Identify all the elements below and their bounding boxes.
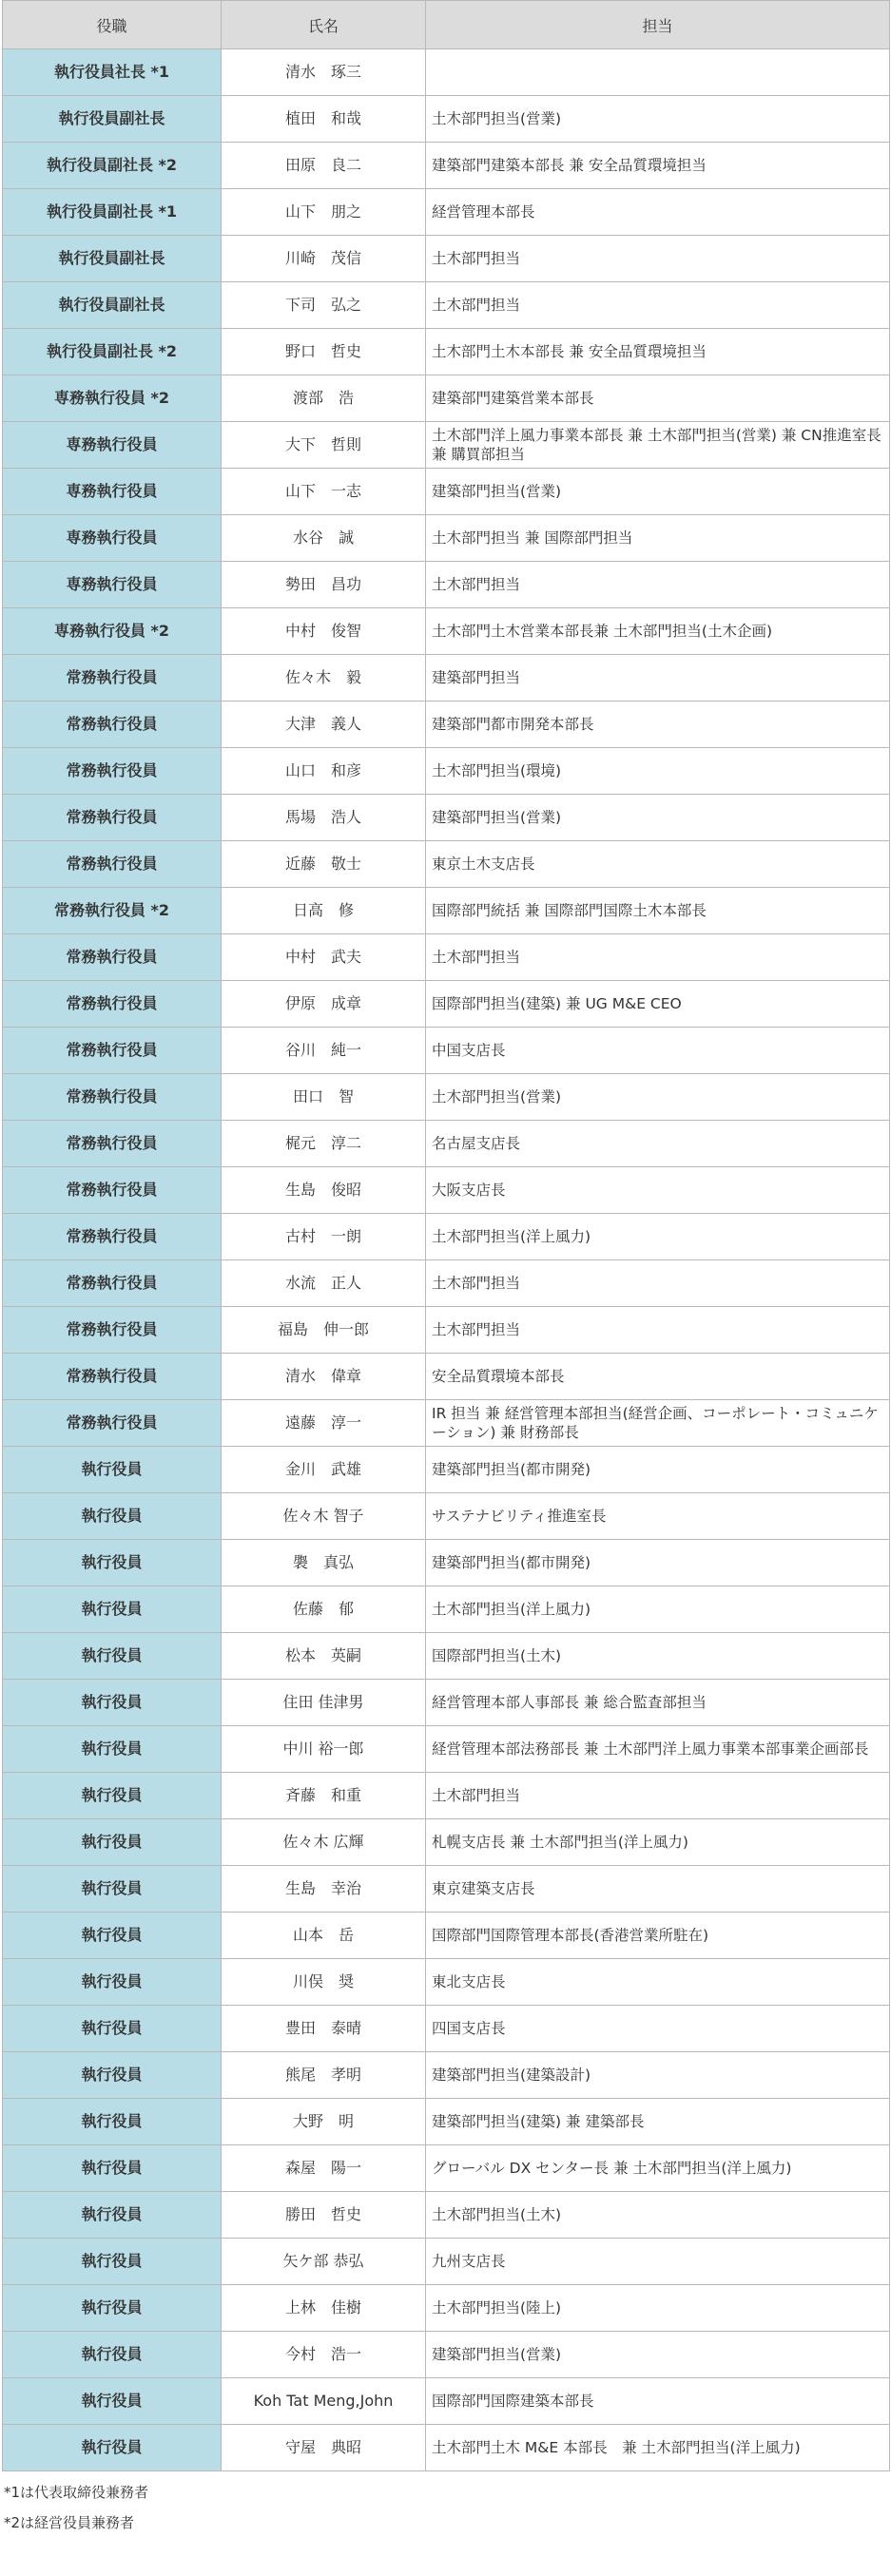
name-cell: 褜 真弘 bbox=[222, 1540, 426, 1586]
table-row bbox=[3, 143, 890, 189]
table-row bbox=[3, 2006, 890, 2052]
duty-cell: 土木部門担当(環境) bbox=[426, 748, 890, 795]
position-cell: 常務執行役員 bbox=[3, 981, 222, 1028]
name-cell: 住田 佳津男 bbox=[222, 1680, 426, 1726]
position-cell: 執行役員 bbox=[3, 2145, 222, 2192]
duty-cell: 建築部門建築本部長 兼 安全品質環境担当 bbox=[426, 143, 890, 189]
position-cell: 執行役員 bbox=[3, 2239, 222, 2285]
duty-cell: 土木部門担当(洋上風力) bbox=[426, 1586, 890, 1633]
table-row bbox=[3, 1493, 890, 1540]
position-cell: 執行役員 bbox=[3, 1586, 222, 1633]
position-cell: 専務執行役員 bbox=[3, 422, 222, 469]
table-row bbox=[3, 562, 890, 608]
position-cell: 執行役員副社長 bbox=[3, 236, 222, 282]
footnote-2: *2は経営役員兼務者 bbox=[4, 2514, 135, 2531]
table-row bbox=[3, 702, 890, 748]
duty-cell: 土木部門担当(土木) bbox=[426, 2192, 890, 2239]
duty-cell bbox=[426, 49, 890, 96]
name-cell: 野口 哲史 bbox=[222, 329, 426, 375]
table-row bbox=[3, 981, 890, 1028]
table-row bbox=[3, 1773, 890, 1819]
name-cell: 生島 幸治 bbox=[222, 1866, 426, 1913]
position-cell: 執行役員 bbox=[3, 1913, 222, 1959]
position-cell: 執行役員 bbox=[3, 2332, 222, 2378]
name-cell: 中川 裕一郎 bbox=[222, 1726, 426, 1773]
duty-cell: 土木部門担当 bbox=[426, 236, 890, 282]
name-cell: 田口 智 bbox=[222, 1074, 426, 1121]
duty-cell: 東京建築支店長 bbox=[426, 1866, 890, 1913]
name-cell: 佐々木 広輝 bbox=[222, 1819, 426, 1866]
table-row bbox=[3, 2332, 890, 2378]
table-row bbox=[3, 329, 890, 375]
position-cell: 常務執行役員 bbox=[3, 1074, 222, 1121]
duty-cell: 土木部門担当 bbox=[426, 1260, 890, 1307]
name-cell: 大下 哲則 bbox=[222, 422, 426, 469]
table-row bbox=[3, 2425, 890, 2471]
duty-cell: 四国支店長 bbox=[426, 2006, 890, 2052]
duty-cell: 土木部門土木本部長 兼 安全品質環境担当 bbox=[426, 329, 890, 375]
table-row bbox=[3, 515, 890, 562]
position-cell: 執行役員 bbox=[3, 2052, 222, 2099]
duty-cell: 経営管理本部長 bbox=[426, 189, 890, 236]
table-row bbox=[3, 1028, 890, 1074]
name-cell: 植田 和哉 bbox=[222, 96, 426, 143]
name-cell: 山口 和彦 bbox=[222, 748, 426, 795]
table-row bbox=[3, 49, 890, 96]
position-cell: 執行役員 bbox=[3, 1540, 222, 1586]
position-cell: 常務執行役員 bbox=[3, 1167, 222, 1214]
name-cell: 佐々木 智子 bbox=[222, 1493, 426, 1540]
name-cell: 大津 義人 bbox=[222, 702, 426, 748]
position-cell: 執行役員 bbox=[3, 1819, 222, 1866]
duty-cell: 建築部門担当(建築) 兼 建築部長 bbox=[426, 2099, 890, 2145]
name-cell: 梶元 淳二 bbox=[222, 1121, 426, 1167]
table-row bbox=[3, 1959, 890, 2006]
name-cell: 清水 偉章 bbox=[222, 1354, 426, 1400]
name-cell: 渡部 浩 bbox=[222, 375, 426, 422]
duty-cell: 建築部門担当(営業) bbox=[426, 2332, 890, 2378]
position-cell: 執行役員 bbox=[3, 2425, 222, 2471]
name-cell: 山本 岳 bbox=[222, 1913, 426, 1959]
position-cell: 常務執行役員 bbox=[3, 655, 222, 702]
position-cell: 常務執行役員 bbox=[3, 702, 222, 748]
position-cell: 執行役員 bbox=[3, 1866, 222, 1913]
duty-cell: 土木部門担当 bbox=[426, 562, 890, 608]
name-cell: 生島 俊昭 bbox=[222, 1167, 426, 1214]
table-row bbox=[3, 2378, 890, 2425]
duty-cell: 土木部門担当(陸上) bbox=[426, 2285, 890, 2332]
table-row bbox=[3, 1447, 890, 1493]
table-row bbox=[3, 375, 890, 422]
name-cell: 斉藤 和重 bbox=[222, 1773, 426, 1819]
position-cell: 専務執行役員 bbox=[3, 469, 222, 515]
name-cell: 谷川 純一 bbox=[222, 1028, 426, 1074]
table-row bbox=[3, 1214, 890, 1260]
position-cell: 専務執行役員 bbox=[3, 515, 222, 562]
position-cell: 常務執行役員 bbox=[3, 748, 222, 795]
position-cell: 執行役員副社長 bbox=[3, 282, 222, 329]
table-row bbox=[3, 748, 890, 795]
table-row bbox=[3, 1866, 890, 1913]
position-cell: 執行役員 bbox=[3, 2378, 222, 2425]
table-row bbox=[3, 96, 890, 143]
name-cell: 馬場 浩人 bbox=[222, 795, 426, 841]
duty-cell: 国際部門担当(建築) 兼 UG M&E CEO bbox=[426, 981, 890, 1028]
duty-cell: 国際部門統括 兼 国際部門国際土木本部長 bbox=[426, 888, 890, 934]
name-cell: 下司 弘之 bbox=[222, 282, 426, 329]
duty-cell: 国際部門担当(土木) bbox=[426, 1633, 890, 1680]
duty-cell: 東北支店長 bbox=[426, 1959, 890, 2006]
table-row bbox=[3, 1260, 890, 1307]
name-cell: 川俣 奨 bbox=[222, 1959, 426, 2006]
duty-cell: 土木部門土木営業本部長兼 土木部門担当(土木企画) bbox=[426, 608, 890, 655]
table-row bbox=[3, 1121, 890, 1167]
table-row bbox=[3, 1633, 890, 1680]
duty-cell: 土木部門土木 M&E 本部長 兼 土木部門担当(洋上風力) bbox=[426, 2425, 890, 2471]
position-cell: 執行役員 bbox=[3, 2006, 222, 2052]
officers-table-body bbox=[3, 49, 890, 2471]
name-cell: 大野 明 bbox=[222, 2099, 426, 2145]
footnotes bbox=[4, 2477, 887, 2538]
table-row bbox=[3, 2192, 890, 2239]
position-cell: 専務執行役員 *2 bbox=[3, 375, 222, 422]
name-cell: 矢ケ部 恭弘 bbox=[222, 2239, 426, 2285]
name-cell: 佐藤 郁 bbox=[222, 1586, 426, 1633]
duty-cell: 建築部門建築営業本部長 bbox=[426, 375, 890, 422]
table-row bbox=[3, 2145, 890, 2192]
name-cell: 上林 佳樹 bbox=[222, 2285, 426, 2332]
name-cell: 山下 朋之 bbox=[222, 189, 426, 236]
name-cell: 清水 琢三 bbox=[222, 49, 426, 96]
position-cell: 執行役員副社長 *2 bbox=[3, 143, 222, 189]
officers-table bbox=[2, 0, 890, 2471]
name-cell: 守屋 典昭 bbox=[222, 2425, 426, 2471]
table-row bbox=[3, 655, 890, 702]
footnote-1: *1は代表取締役兼務者 bbox=[4, 2484, 149, 2501]
duty-cell: 建築部門担当(営業) bbox=[426, 469, 890, 515]
name-cell: 中村 武夫 bbox=[222, 934, 426, 981]
duty-cell: 大阪支店長 bbox=[426, 1167, 890, 1214]
table-row bbox=[3, 608, 890, 655]
duty-cell: 土木部門担当(営業) bbox=[426, 1074, 890, 1121]
name-cell: 勝田 哲史 bbox=[222, 2192, 426, 2239]
table-row bbox=[3, 1540, 890, 1586]
duty-cell: グローバル DX センター長 兼 土木部門担当(洋上風力) bbox=[426, 2145, 890, 2192]
duty-cell: 国際部門国際建築本部長 bbox=[426, 2378, 890, 2425]
position-cell: 執行役員 bbox=[3, 2285, 222, 2332]
name-cell: Koh Tat Meng,John bbox=[222, 2378, 426, 2425]
duty-cell: 土木部門担当(営業) bbox=[426, 96, 890, 143]
table-row bbox=[3, 1586, 890, 1633]
position-cell: 専務執行役員 bbox=[3, 562, 222, 608]
table-row bbox=[3, 841, 890, 888]
duty-cell: 土木部門洋上風力事業本部長 兼 土木部門担当(営業) 兼 CN推進室長 兼 購買部担当 bbox=[426, 422, 890, 469]
table-row bbox=[3, 189, 890, 236]
duty-cell: 建築部門担当(営業) bbox=[426, 795, 890, 841]
table-row bbox=[3, 2052, 890, 2099]
duty-cell: 建築部門担当(建築設計) bbox=[426, 2052, 890, 2099]
duty-cell: 土木部門担当(洋上風力) bbox=[426, 1214, 890, 1260]
name-cell: 金川 武雄 bbox=[222, 1447, 426, 1493]
table-row bbox=[3, 1726, 890, 1773]
header-duty: 担当 bbox=[426, 1, 890, 49]
duty-cell: 経営管理本部法務部長 兼 土木部門洋上風力事業本部事業企画部長 bbox=[426, 1726, 890, 1773]
duty-cell: 東京土木支店長 bbox=[426, 841, 890, 888]
duty-cell: 安全品質環境本部長 bbox=[426, 1354, 890, 1400]
position-cell: 常務執行役員 bbox=[3, 934, 222, 981]
duty-cell: 土木部門担当 bbox=[426, 282, 890, 329]
position-cell: 執行役員 bbox=[3, 1493, 222, 1540]
name-cell: 近藤 敬士 bbox=[222, 841, 426, 888]
duty-cell: 名古屋支店長 bbox=[426, 1121, 890, 1167]
duty-cell: 土木部門担当 bbox=[426, 934, 890, 981]
position-cell: 執行役員 bbox=[3, 2192, 222, 2239]
position-cell: 執行役員 bbox=[3, 1773, 222, 1819]
name-cell: 中村 俊智 bbox=[222, 608, 426, 655]
position-cell: 常務執行役員 *2 bbox=[3, 888, 222, 934]
position-cell: 執行役員副社長 bbox=[3, 96, 222, 143]
position-cell: 常務執行役員 bbox=[3, 1028, 222, 1074]
header-name: 氏名 bbox=[222, 1, 426, 49]
name-cell: 川崎 茂信 bbox=[222, 236, 426, 282]
table-row bbox=[3, 422, 890, 469]
duty-cell: サステナビリティ推進室長 bbox=[426, 1493, 890, 1540]
table-row bbox=[3, 236, 890, 282]
position-cell: 常務執行役員 bbox=[3, 1260, 222, 1307]
table-row bbox=[3, 282, 890, 329]
table-row bbox=[3, 2239, 890, 2285]
position-cell: 執行役員 bbox=[3, 2099, 222, 2145]
duty-cell: 九州支店長 bbox=[426, 2239, 890, 2285]
table-row bbox=[3, 1680, 890, 1726]
table-row bbox=[3, 1913, 890, 1959]
table-row bbox=[3, 2285, 890, 2332]
name-cell: 松本 英嗣 bbox=[222, 1633, 426, 1680]
name-cell: 伊原 成章 bbox=[222, 981, 426, 1028]
table-row bbox=[3, 1307, 890, 1354]
table-row bbox=[3, 1819, 890, 1866]
table-row bbox=[3, 469, 890, 515]
position-cell: 常務執行役員 bbox=[3, 1354, 222, 1400]
position-cell: 常務執行役員 bbox=[3, 795, 222, 841]
position-cell: 執行役員 bbox=[3, 1680, 222, 1726]
duty-cell: 土木部門担当 bbox=[426, 1773, 890, 1819]
name-cell: 熊尾 孝明 bbox=[222, 2052, 426, 2099]
duty-cell: 建築部門都市開発本部長 bbox=[426, 702, 890, 748]
name-cell: 勢田 昌功 bbox=[222, 562, 426, 608]
duty-cell: 建築部門担当(都市開発) bbox=[426, 1540, 890, 1586]
table-header-row bbox=[3, 1, 890, 49]
name-cell: 豊田 泰晴 bbox=[222, 2006, 426, 2052]
duty-cell: 土木部門担当 bbox=[426, 1307, 890, 1354]
duty-cell: IR 担当 兼 経営管理本部担当(経営企画、コーポレート・コミュニケーション) 兼 財務部長 bbox=[426, 1400, 890, 1447]
position-cell: 執行役員 bbox=[3, 1726, 222, 1773]
table-row bbox=[3, 1400, 890, 1447]
position-cell: 常務執行役員 bbox=[3, 1307, 222, 1354]
duty-cell: 建築部門担当 bbox=[426, 655, 890, 702]
name-cell: 水流 正人 bbox=[222, 1260, 426, 1307]
name-cell: 田原 良二 bbox=[222, 143, 426, 189]
position-cell: 執行役員社長 *1 bbox=[3, 49, 222, 96]
name-cell: 佐々木 毅 bbox=[222, 655, 426, 702]
duty-cell: 国際部門国際管理本部長(香港営業所駐在) bbox=[426, 1913, 890, 1959]
name-cell: 遠藤 淳一 bbox=[222, 1400, 426, 1447]
position-cell: 執行役員 bbox=[3, 1959, 222, 2006]
name-cell: 今村 浩一 bbox=[222, 2332, 426, 2378]
duty-cell: 経営管理本部人事部長 兼 総合監査部担当 bbox=[426, 1680, 890, 1726]
table-row bbox=[3, 934, 890, 981]
position-cell: 執行役員 bbox=[3, 1633, 222, 1680]
table-row bbox=[3, 795, 890, 841]
duty-cell: 建築部門担当(都市開発) bbox=[426, 1447, 890, 1493]
position-cell: 執行役員 bbox=[3, 1447, 222, 1493]
position-cell: 執行役員副社長 *2 bbox=[3, 329, 222, 375]
name-cell: 古村 一朗 bbox=[222, 1214, 426, 1260]
name-cell: 森屋 陽一 bbox=[222, 2145, 426, 2192]
name-cell: 水谷 誠 bbox=[222, 515, 426, 562]
table-row bbox=[3, 1354, 890, 1400]
table-row bbox=[3, 2099, 890, 2145]
duty-cell: 札幌支店長 兼 土木部門担当(洋上風力) bbox=[426, 1819, 890, 1866]
duty-cell: 中国支店長 bbox=[426, 1028, 890, 1074]
table-row bbox=[3, 1074, 890, 1121]
position-cell: 常務執行役員 bbox=[3, 841, 222, 888]
position-cell: 常務執行役員 bbox=[3, 1214, 222, 1260]
position-cell: 常務執行役員 bbox=[3, 1121, 222, 1167]
table-row bbox=[3, 1167, 890, 1214]
header-position: 役職 bbox=[3, 1, 222, 49]
name-cell: 福島 伸一郎 bbox=[222, 1307, 426, 1354]
name-cell: 日高 修 bbox=[222, 888, 426, 934]
position-cell: 執行役員副社長 *1 bbox=[3, 189, 222, 236]
name-cell: 山下 一志 bbox=[222, 469, 426, 515]
position-cell: 常務執行役員 bbox=[3, 1400, 222, 1447]
table-row bbox=[3, 888, 890, 934]
position-cell: 専務執行役員 *2 bbox=[3, 608, 222, 655]
duty-cell: 土木部門担当 兼 国際部門担当 bbox=[426, 515, 890, 562]
